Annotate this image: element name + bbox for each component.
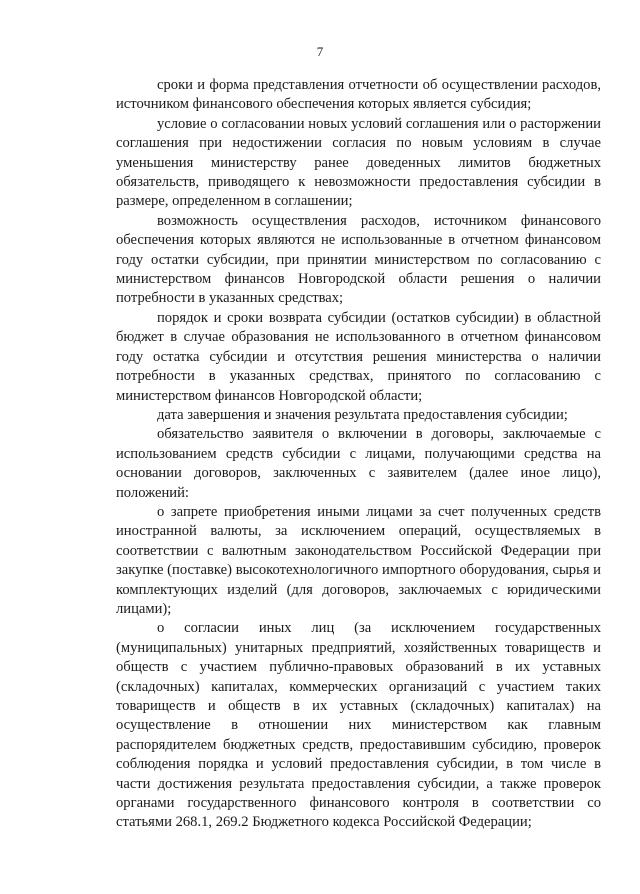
paragraph-return-procedure: порядок и сроки возврата субсидии (остатков субсидии) в областной бюджет в случае образования не использованного в отчетном финансовом году остатка субсидии и отсутствия решения министерства о наличии потребности в указанных средствах, принятого по согласованию с министерством финансов Новгородской области; — [116, 309, 601, 404]
paragraph-currency-ban: о запрете приобретения иными лицами за счет полученных средств иностранной валюты, за исключением операций, осуществляемых в соответствии с валютным законодательством Российской Федерации при закупке (поставке) высокотехнологичного импортного оборудования, сырья и комплектующих изделий (для договоров, заключаемых с юридическими лицами); — [116, 503, 601, 617]
paragraph-completion-date: дата завершения и значения результата предоставления субсидии; — [157, 406, 568, 423]
paragraph-reporting-terms: сроки и форма представления отчетности об осуществлении расходов, источником финансового обеспечения которых является субсидия; — [116, 77, 601, 113]
paragraph-agreement-conditions: условие о согласовании новых условий соглашения или о расторжении соглашения при недостижении согласия по новым условиям в случае уменьшения министерству ранее доведенных лимитов бюджетных обязательств, приводящего к невозможности предоставления субсидии в размере, определенном в соглашении; — [116, 115, 601, 210]
document-body — [116, 76, 601, 833]
paragraph-unused-balances: возможность осуществления расходов, источником финансового обеспечения которых являются не использованные в отчетном финансовом году остатки субсидии, при принятии министерством по согласованию с министерством финансов Новгородской области решения о наличии потребности в указанных средствах; — [116, 212, 601, 307]
paragraph-audit-consent: о согласии иных лиц (за исключением государственных (муниципальных) унитарных предприятий, хозяйственных товариществ и обществ с участием публично-правовых образований в их уставных (складочных) капиталах, коммерческих организаций с участием таких товариществ и обществ в их уставных (складочных) капиталах) на осуществление в отношении них министерством как главным распорядителем бюджетных средств, предоставившим субсидию, проверок соблюдения порядка и условий предоставления субсидии, в том числе в части достижения результата предоставления субсидии, а также проверок органами государственного финансового контроля в соответствии со статьями 268.1, 269.2 Бюджетного кодекса Российской Федерации; — [116, 620, 601, 831]
page-number: 7 — [316, 44, 324, 59]
paragraph-applicant-obligation: обязательство заявителя о включении в договоры, заключаемые с использованием средств субсидии с лицами, получающими средства на основании договоров, заключенных с заявителем (далее иное лицо), положений: — [116, 426, 601, 501]
